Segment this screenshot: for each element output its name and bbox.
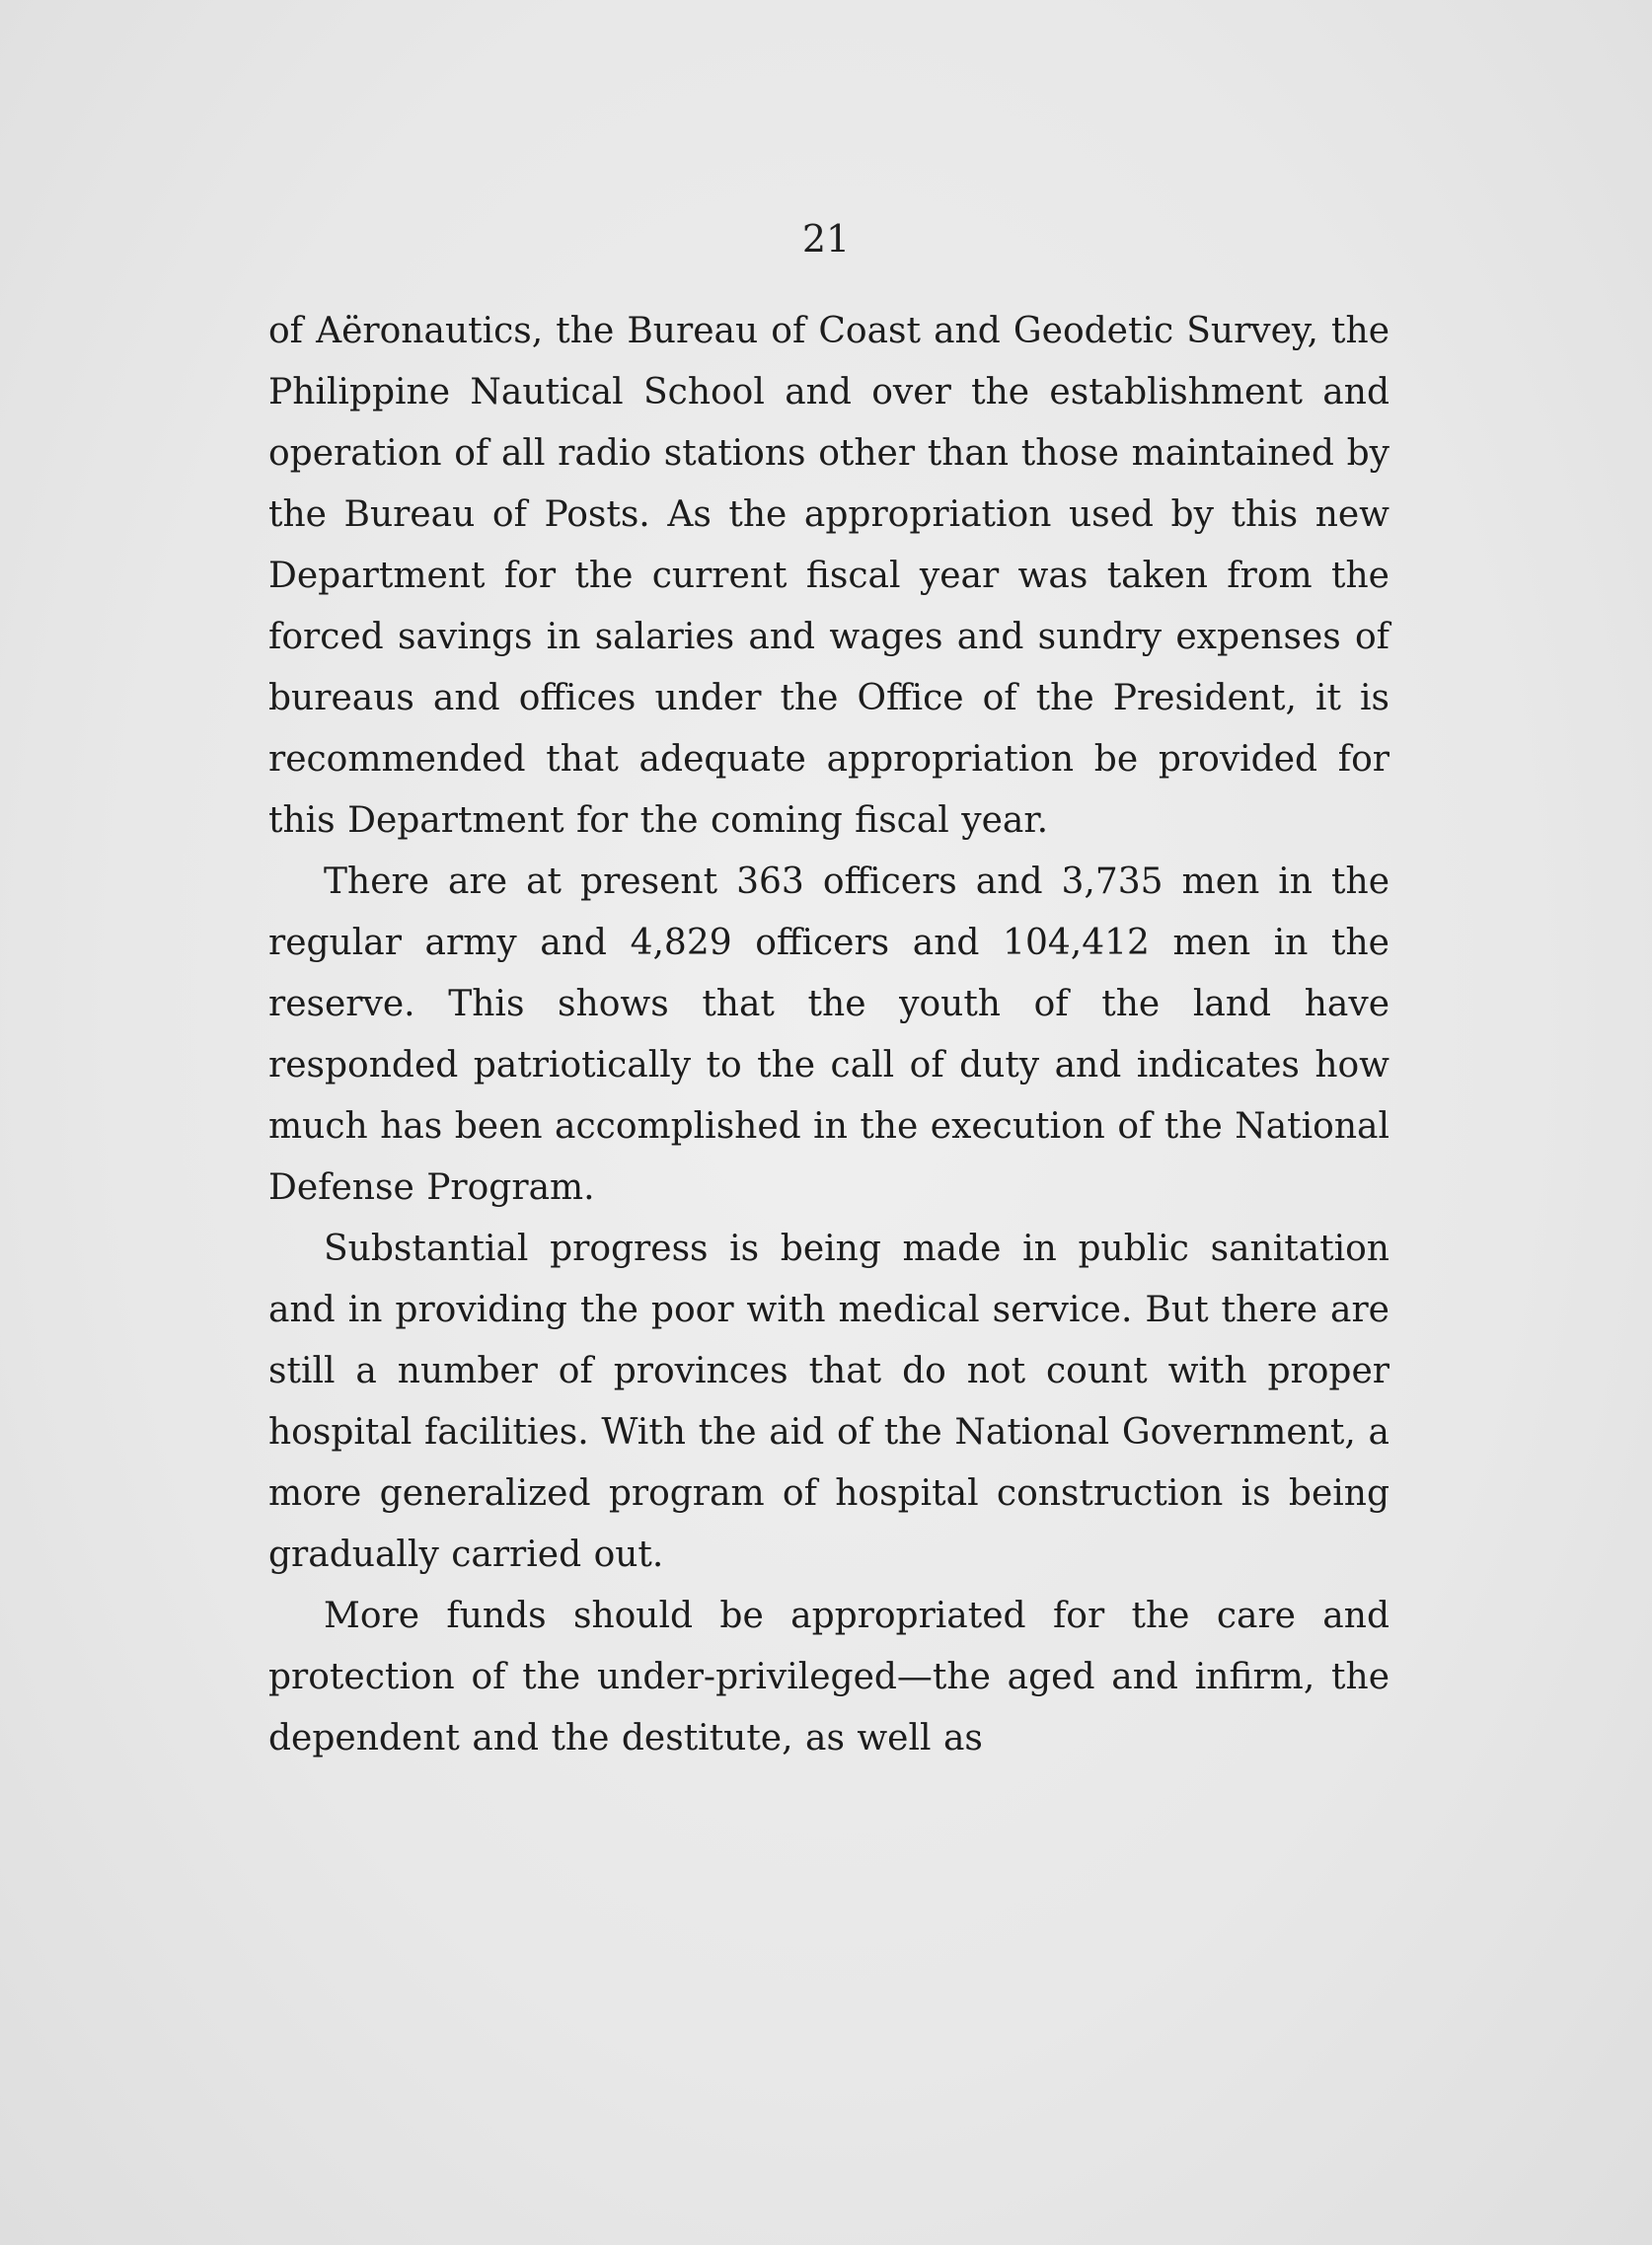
page-number: 21 xyxy=(801,217,851,261)
paragraph-sanitation: Substantial progress is being made in public sanitation and in providing the poor with medical service. But there are still a number of provinces that do not count with proper hospital facilities. With the aid of the National Government, a more generalized program of hospital construction is being gradually carried out. xyxy=(268,1229,1389,1575)
paragraph-continuation: of Aëronautics, the Bureau of Coast and Geodetic Survey, the Philippine Nautical School and over the establishment and operation of all radio stations other than those maintained by the Bureau of Posts. As the appropriation used by this new Department for the current fiscal year was taken from the forced savings in salaries and wages and sundry expenses of bureaus and offices under the Office of the President, it is recommended that adequate appropriation be provided for this Department for the coming fiscal year. xyxy=(268,311,1389,841)
paragraph-army: There are at present 363 officers and 3,735 men in the regular army and 4,829 officers and 104,412 men in the reserve. This shows that the youth of the land have responded patriotically to the call of duty and indicates how much has been accomplished in the execution of the National Defense Program. xyxy=(268,861,1389,1208)
body-text xyxy=(268,301,1389,1769)
paragraph-funds: More funds should be appropriated for the care and protection of the under-privileged—the aged and infirm, the dependent and the destitute, as well as xyxy=(268,1596,1389,1759)
